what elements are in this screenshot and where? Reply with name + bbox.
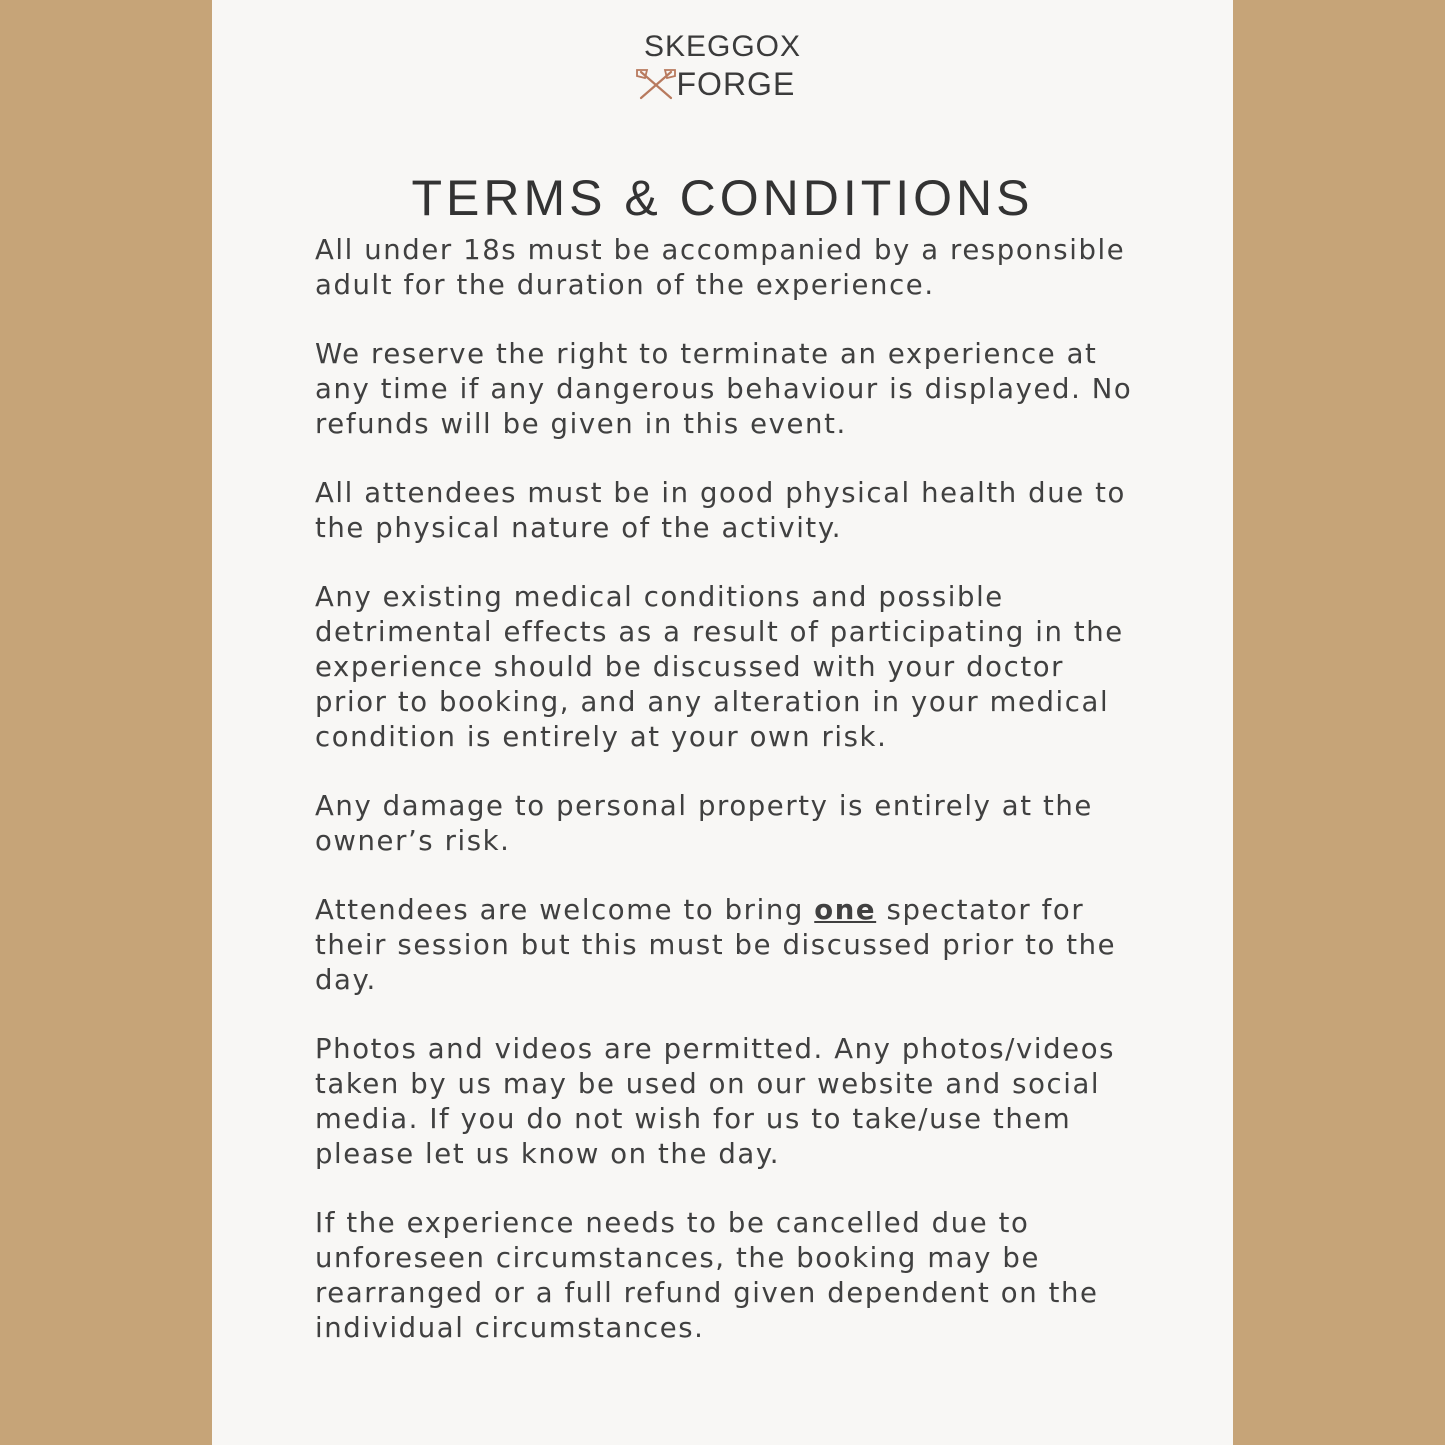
brand-logo-mark — [635, 28, 811, 104]
term-spectator-emphasis: one — [814, 894, 877, 926]
brand-logo — [212, 28, 1233, 104]
term-spectator-after: spectator for their session but this must be discussed prior to the day. — [315, 894, 1117, 996]
term-spectator — [315, 893, 1145, 998]
term-personal-property: Any damage to personal property is entirely at the owner’s risk. — [315, 790, 1093, 857]
term-physical-health: All attendees must be in good physical health due to the physical nature of the activity. — [315, 477, 1126, 544]
terms-sheet — [212, 0, 1233, 1445]
term-medical-conditions: Any existing medical conditions and possible detrimental effects as a result of participating in the experience should be discussed with your doctor prior to booking, and any alteration in your medical condition is entirely at your own risk. — [315, 581, 1124, 753]
term-photos-videos: Photos and videos are permitted. Any photos/videos taken by us may be used on our website and social media. If you do not wish for us to take/use them please let us know on the day. — [315, 1033, 1116, 1170]
term-cancellation: If the experience needs to be cancelled due to unforeseen circumstances, the booking may be rearranged or a full refund given dependent on the individual circumstances. — [315, 1207, 1099, 1344]
term-under-18: All under 18s must be accompanied by a responsible adult for the duration of the experience. — [315, 234, 1126, 301]
crossed-axes-icon — [635, 68, 677, 100]
brand-name-line1: SKEGGOX — [643, 30, 802, 63]
term-termination: We reserve the right to terminate an experience at any time if any dangerous behaviour is displayed. No refunds will be given in this event. — [315, 338, 1133, 440]
terms-list — [315, 233, 1145, 1380]
page-title: TERMS & CONDITIONS — [411, 169, 1034, 226]
term-spectator-before: Attendees are welcome to bring — [315, 894, 815, 926]
brand-name-line2: FORGE — [676, 66, 796, 102]
